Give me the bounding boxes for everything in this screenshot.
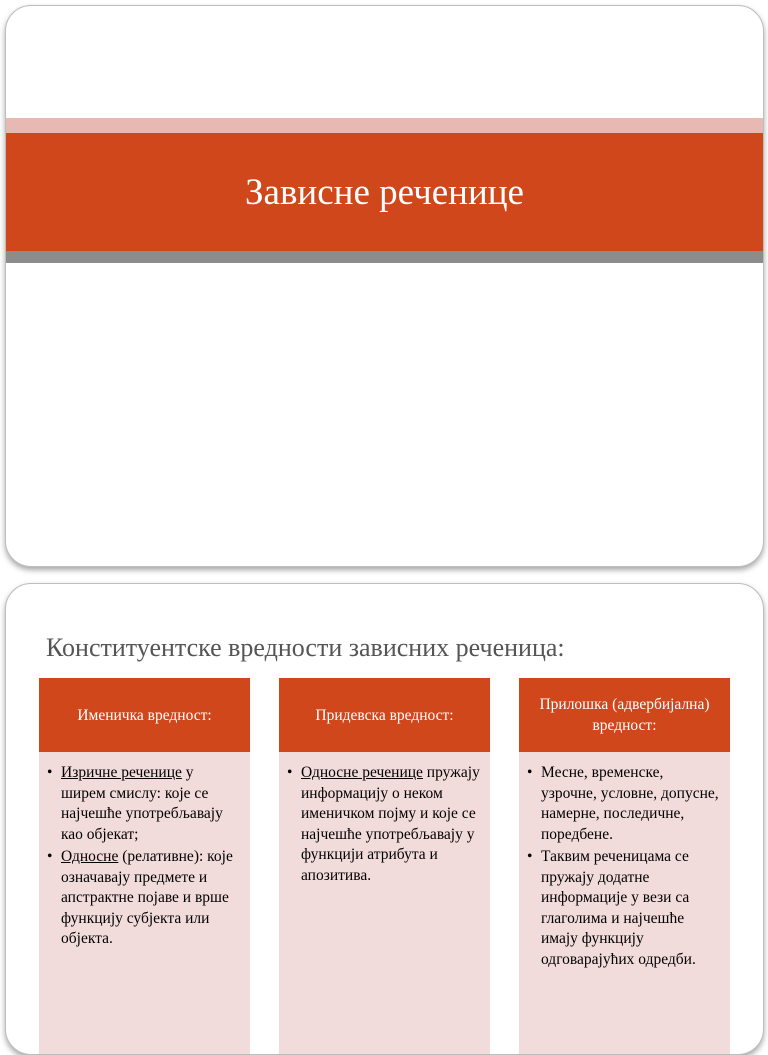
underlined-term: Изричне реченице: [61, 764, 182, 781]
list-item: • Месне, временске, узрочне, условне, допусне, намерне, последичне, поредбене.: [525, 763, 722, 845]
column-adjective-value: [279, 678, 490, 1054]
column-header: Именичка вредност:: [39, 678, 250, 752]
bullet-list: [45, 763, 242, 950]
column-header: Придевска вредност:: [279, 678, 490, 752]
list-item: [45, 763, 242, 845]
list-item: • Таквим реченицама се пружају додатне информације у вези са глаголима и најчешће имају функцију одговарајућих одредби.: [525, 847, 722, 970]
column-body: [279, 752, 490, 886]
list-item: [285, 763, 482, 886]
bullet-list: [285, 763, 482, 886]
title-slide: [5, 5, 764, 567]
underlined-term: Односне: [61, 848, 119, 865]
item-text: пружају информацију о неком именичком појму и које се најчешће употребљавају у функцији атрибута и апозитива.: [301, 764, 480, 884]
slide-title: Зависне реченице: [245, 171, 524, 213]
title-bottom-accent-stripe: [6, 251, 763, 263]
bullet-list: [525, 763, 722, 970]
column-header: Прилошка (адвербијална) вредност:: [519, 678, 730, 752]
item-text: (релативне): које означавају предмете и апстрактне појаве и врше функцију субјекта или објекта.: [61, 848, 233, 947]
column-body: [519, 752, 730, 970]
list-item: [45, 847, 242, 950]
column-body: [39, 752, 250, 950]
underlined-term: Односне реченице: [301, 764, 423, 781]
column-adverbial-value: [519, 678, 730, 1054]
title-top-accent-stripe: [6, 118, 763, 133]
content-slide: [5, 583, 764, 1055]
title-band: [6, 133, 763, 251]
slide-heading: Конституентске вредности зависних реченица:: [46, 633, 565, 662]
column-noun-value: [39, 678, 250, 1054]
item-text: у ширем смислу: које се најчешће употребљавају као објекат;: [61, 764, 223, 843]
